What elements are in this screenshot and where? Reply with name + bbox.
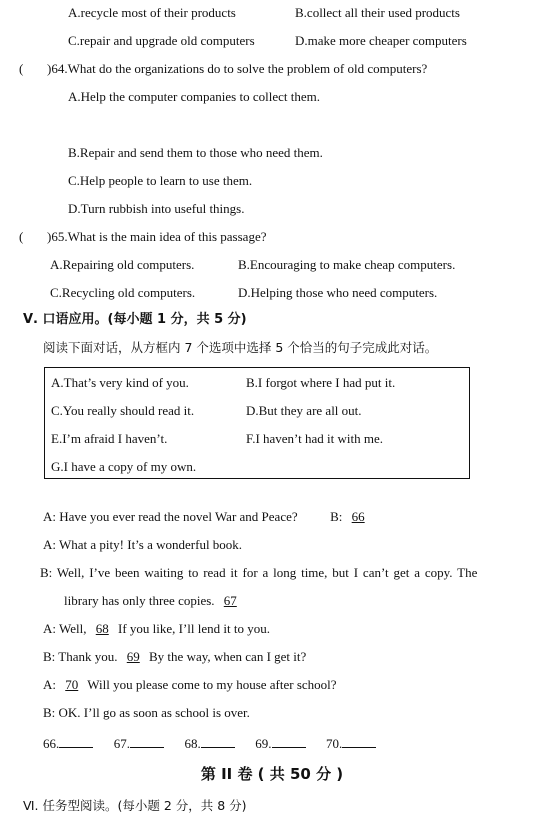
dialogue-line-7	[43, 677, 337, 693]
section-6-title: Ⅵ. 任务型阅读。(每小题 2 分，共 8 分)	[23, 798, 247, 813]
answer-blank-67	[130, 735, 164, 748]
q64-option-d: D.Turn rubbish into useful things.	[68, 201, 245, 216]
dialogue-line-5-b: If you like, I’ll lend it to you.	[118, 621, 271, 636]
answer-blank-66	[59, 735, 93, 748]
answer-label-66: 66.	[43, 736, 60, 751]
blank-67: 67	[223, 593, 237, 608]
blank-69: 69	[126, 649, 140, 664]
dialogue-line-6	[43, 649, 306, 665]
answer-label-70: 70.	[326, 736, 343, 751]
q63-option-d: D.make more cheaper computers	[295, 33, 467, 48]
dialogue-line-6-b: By the way, when can I get it?	[149, 649, 307, 664]
q63-option-b: B.collect all their used products	[295, 5, 460, 20]
dialogue-line-8: B: OK. I’ll go as soon as school is over.	[43, 705, 250, 720]
box-option-a: A.That’s very kind of you.	[51, 375, 189, 390]
box-option-d: D.But they are all out.	[246, 403, 362, 418]
box-option-b: B.I forgot where I had put it.	[246, 375, 396, 390]
dialogue-line-3: B: Well, I’ve been waiting to read it for a long time, but I can’t get a copy. The	[40, 565, 478, 580]
blank-66: 66	[351, 509, 365, 524]
answer-blank-68	[201, 735, 235, 748]
box-option-g: G.I have a copy of my own.	[51, 459, 197, 474]
section-5-instruction: 阅读下面对话，从方框内 7 个选项中选择 5 个恰当的句子完成此对话。	[43, 340, 438, 355]
q64-paren: (	[19, 61, 24, 76]
q65-paren: (	[19, 229, 24, 244]
answer-label-67: 67.	[113, 736, 130, 751]
answer-blank-70	[342, 735, 376, 748]
dialogue-line-6-a: B: Thank you.	[43, 649, 118, 664]
dialogue-line-7-b: Will you please come to my house after school?	[87, 677, 337, 692]
answer-label-69: 69.	[255, 736, 272, 751]
dialogue-line-7-a: A:	[43, 677, 56, 692]
q65-option-d: D.Helping those who need computers.	[238, 285, 438, 300]
q65-option-c: C.Recycling old computers.	[50, 285, 196, 300]
dialogue-line-4	[64, 593, 243, 609]
q65-stem: )65.What is the main idea of this passage?	[47, 229, 267, 244]
dialogue-line-1-a: A: Have you ever read the novel War and Peace?	[43, 509, 298, 524]
volume-2-heading: 第 II 卷 ( 共 50 分 )	[200, 765, 344, 783]
q65-option-b: B.Encouraging to make cheap computers.	[238, 257, 456, 272]
dialogue-line-1	[43, 509, 371, 525]
answer-blank-69	[272, 735, 306, 748]
q64-option-b: B.Repair and send them to those who need them.	[68, 145, 323, 160]
section-5-title: Ⅴ. 口语应用。(每小题 1 分，共 5 分)	[23, 312, 247, 327]
q64-option-c: C.Help people to learn to use them.	[68, 173, 253, 188]
dialogue-line-2: A: What a pity! It’s a wonderful book.	[43, 537, 243, 552]
dialogue-line-5	[43, 621, 270, 637]
box-option-f: F.I haven’t had it with me.	[246, 431, 384, 446]
blank-70: 70	[65, 677, 79, 692]
dialogue-line-5-a: A: Well,	[43, 621, 87, 636]
answer-label-68: 68.	[184, 736, 201, 751]
dialogue-line-4-text: library has only three copies.	[64, 593, 215, 608]
box-option-e: E.I’m afraid I haven’t.	[51, 431, 168, 446]
q64-option-a: A.Help the computer companies to collect them.	[68, 89, 320, 104]
q64-stem: )64.What do the organizations do to solve the problem of old computers?	[47, 61, 428, 76]
q63-option-a: A.recycle most of their products	[68, 5, 236, 20]
answer-line	[43, 735, 376, 752]
q65-option-a: A.Repairing old computers.	[50, 257, 195, 272]
blank-68: 68	[95, 621, 109, 636]
box-option-c: C.You really should read it.	[51, 403, 195, 418]
q63-option-c: C.repair and upgrade old computers	[68, 33, 255, 48]
dialogue-line-1-b: B:	[330, 509, 343, 524]
